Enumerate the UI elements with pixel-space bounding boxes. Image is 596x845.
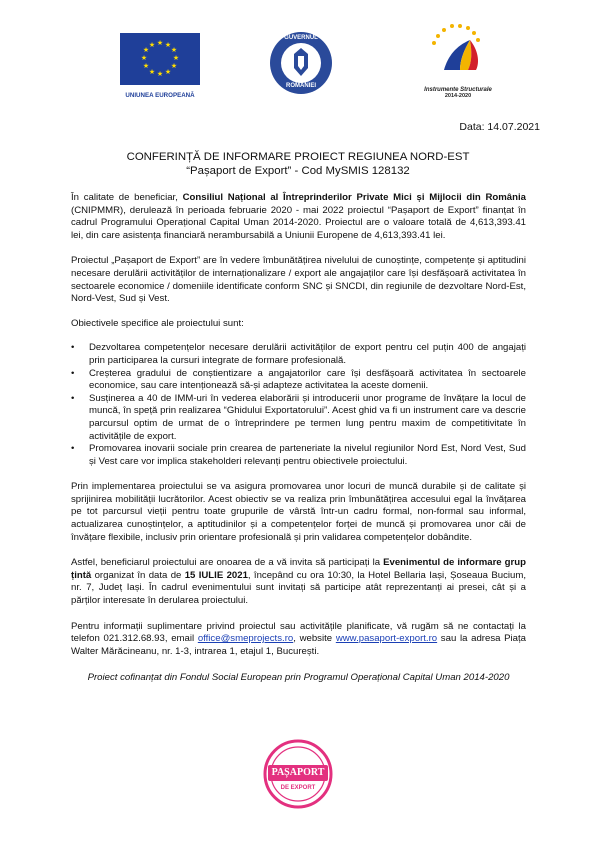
paragraph-implementation: Prin implementarea proiectului se va asigura promovarea unor locuri de muncă durabile și de calitate și sprijinirea mobilității lucrătorilor. Acest obiectiv se va realiza prin îmbunătățirea accesului egal la învățarea pe tot parcursul vieții pentru toate grupurile de vârstă într-un cadru formal, non-formal sau informal, actualizarea cunoștințelor, a aptitudinilor și a competențelor forței de muncă și promovarea unor căi de învățare flexibile, inclusiv prin orientare profesională și prin validarea competențelor dobândite. <box>71 481 526 543</box>
svg-text:★: ★ <box>142 62 150 70</box>
bullet-icon: • <box>71 342 75 354</box>
objectives-list <box>71 342 526 468</box>
paragraph-project-goal: Proiectul „Pașaport de Export” are în vedere îmbunătățirea nivelului de cunoștințe, competențe și aptitudini necesare derulării activităților de internaționalizare / export ale angajaților care își desfășoară activitatea în sectoarele economice / domeniile identificate conform SNC și SNCDI, din regiunile de dezvoltare Nord-Est, Nord-Vest, Sud și Vest. <box>71 255 526 305</box>
svg-text:★: ★ <box>156 39 164 47</box>
svg-text:★: ★ <box>140 54 148 62</box>
p1-c: (CNIPMMR), derulează în perioada februarie 2020 - mai 2022 proiectul “Pașaport de Export” finanțat în cadrul Programului Operațional Capital Uman 2014-2020. Proiectul are o valoare totală de 4,613,393.41 lei, din care asistența financiară nerambursabilă a Uniunii Europene de 4,613,393.41 lei. <box>71 204 526 241</box>
document-title <box>0 150 596 178</box>
structural-instruments-line2: 2014-2020 <box>444 93 472 99</box>
email-link[interactable]: office@smeprojects.ro <box>197 633 294 645</box>
svg-text:★: ★ <box>156 70 164 78</box>
svg-text:★: ★ <box>142 46 150 54</box>
eu-flag-icon <box>120 33 200 85</box>
title-line-2: “Pașaport de Export” - Cod MySMIS 128132 <box>186 165 410 177</box>
paragraph-contact: Pentru informații suplimentare privind proiectul sau activitățile planificate, vă rugăm să ne contactați la telefon 021.312.68.93, email office@smeprojects.ro, website www.pasaport-export.ro sau la adresa Piața Walter Mărăcineanu, nr. 1-3, intrarea 1, etajul 1, București. <box>71 620 526 657</box>
eu-caption: UNIUNEA EUROPEANĂ <box>125 92 195 99</box>
pasaport-export-stamp <box>262 738 334 810</box>
p1-organization: Consiliul Național al Întreprinderilor Private Mici și Mijlocii din România <box>182 192 526 203</box>
svg-text:★: ★ <box>172 54 180 62</box>
svg-text:★: ★ <box>170 62 178 70</box>
objective-item: • Dezvoltarea competențelor necesare derulării activităților de export pentru cel puțin 400 de angajați prin participarea la cursuri integrate de formare profesională. <box>71 342 526 366</box>
event-date: 15 IULIE 2021 <box>184 569 248 581</box>
title-line-1: CONFERINȚĂ DE INFORMARE PROIECT REGIUNEA NORD-EST <box>126 151 470 163</box>
event-name: Evenimentul de informare grup țintă <box>71 557 526 581</box>
objective-item: • Promovarea inovarii sociale prin crearea de parteneriate la nivelul regiunilor Nord Est, Nord Vest, Sud și Vest care vor implica stakeholderi relevanți pentru obiectivele proiectului. <box>71 443 526 467</box>
stamp-main-text: PAȘAPORT <box>271 767 325 778</box>
svg-text:★: ★ <box>164 41 172 49</box>
paragraph-invitation: Astfel, beneficiarul proiectului are onoarea de a vă invita să participați la Evenimentul de informare grup țintă organizat în data de 15 IULIE 2021, începând cu ora 10:30, la Hotel Bellaria Iași, Șoseaua Bucium, nr. 7, Județ Iași. În cadrul evenimentului sunt invitați să participe atât reprezentanți ai presei, cât și a părților interesate în derularea proiectului. <box>71 557 526 607</box>
document-body <box>71 192 526 685</box>
government-logo <box>268 30 334 96</box>
structural-instruments-line1: Instrumente Structurale <box>424 87 492 93</box>
objective-item: • Creșterea gradului de conștientizare a angajatorilor care își desfășoară activitatea în sectoarele economice, sau care intenționează să-și adapteze activitatea la aceste domenii. <box>71 367 526 392</box>
paragraph-intro <box>71 192 526 242</box>
document-date: Data: 14.07.2021 <box>459 121 540 133</box>
svg-text:★: ★ <box>148 68 156 76</box>
stamp-sub-text: DE EXPORT <box>280 785 316 791</box>
structural-instruments-icon <box>418 22 498 80</box>
website-link[interactable]: www.pasaport-export.ro <box>335 633 438 645</box>
gov-ring-text-bottom: ROMÂNIEI <box>286 83 316 89</box>
p1-a: În calitate de beneficiar, <box>71 192 183 203</box>
objective-item: • Susținerea a 40 de IMM-uri în vederea elaborării și introducerii unor programe de învățare la locul de muncă, în speță prin realizarea “Ghidului Exportatorului”. Acest ghid va fi un instrument care va descrie parcursul optim de urmat de o întreprindere pe termen lung pentru maxim de competitivitate în activitățile de export. <box>71 392 526 442</box>
gov-ring-text-top: GUVERNUL <box>284 35 318 41</box>
bullet-icon: • <box>71 367 75 379</box>
bullet-icon: • <box>71 443 75 455</box>
eu-logo <box>120 33 200 99</box>
paragraph-objectives-heading: Obiectivele specifice ale proiectului sunt: <box>71 317 244 329</box>
svg-text:★: ★ <box>170 46 178 54</box>
svg-text:★: ★ <box>148 41 156 49</box>
bullet-icon: • <box>71 392 75 404</box>
cofinancing-footer: Proiect cofinanțat din Fondul Social European prin Programul Operațional Capital Uman 2014-2020 <box>87 672 510 684</box>
structural-instruments-logo <box>418 22 498 102</box>
svg-text:★: ★ <box>164 68 172 76</box>
